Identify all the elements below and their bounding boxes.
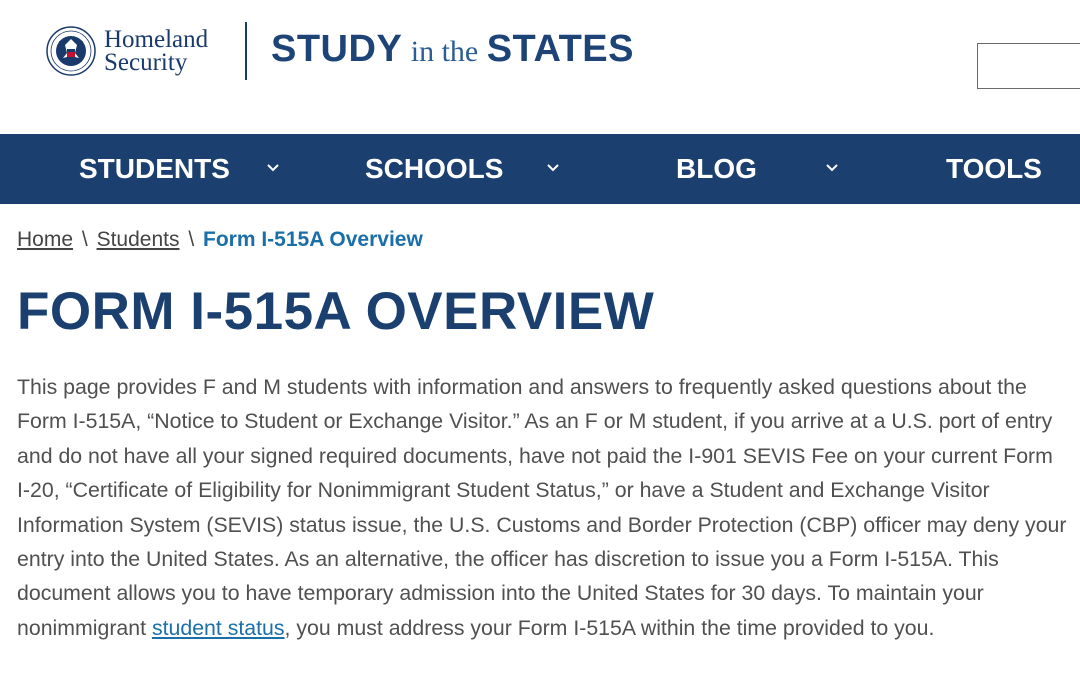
study-in-the-states-logo[interactable] [271,28,634,71]
main-nav [0,134,1080,204]
nav-item-blog[interactable] [676,134,757,204]
logo-states: STATES [486,28,634,70]
dhs-wordmark-line2: Security [104,49,188,76]
intro-text: This page provides F and M students with information and answers to frequently asked questions about the Form I-515A, “Notice to Student or Exchange Visitor.” As an F or M student, if you arrive at a U.S. port of entry and do not have all your signed required documents, have not paid the I-901 SEVIS Fee on your current Form I-20, “Certificate of Eligibility for Nonimmigrant Student Status,” or have a Student and Exchange Visitor Information System (SEVIS) status issue, the U.S. Customs and Border Protection (CBP) officer may deny your entry into the United States. As an alternative, the officer has discretion to issue you a Form I-515A. This document allows you to have temporary admission into the United States for 30 days. To maintain your nonimmigrant [17,375,1067,640]
nav-label-blog: BLOG [676,153,757,184]
breadcrumb [17,228,1063,252]
intro-paragraph [17,370,1067,645]
chevron-down-icon[interactable] [822,158,842,178]
logo-study: STUDY [271,28,403,70]
page-title: FORM I-515A OVERVIEW [17,282,655,341]
nav-label-schools: SCHOOLS [365,153,504,184]
dhs-seal-icon [46,26,96,76]
chevron-down-icon[interactable] [543,158,563,178]
breadcrumb-students[interactable]: Students [96,228,180,251]
logo-divider [245,22,247,80]
student-status-link[interactable]: student status [151,615,285,640]
intro-text-end: , you must address your Form I-515A within the time provided to you. [284,615,935,640]
dhs-logo[interactable] [46,26,208,76]
nav-item-tools[interactable] [946,134,1042,204]
breadcrumb-current: Form I-515A Overview [203,228,423,251]
breadcrumb-separator: \ [81,228,88,251]
main-content [0,228,1080,645]
nav-item-schools[interactable] [365,134,503,204]
breadcrumb-home[interactable]: Home [17,228,74,251]
dhs-wordmark-line1: Homeland [104,26,209,53]
nav-label-tools: TOOLS [946,153,1042,184]
search-input[interactable] [977,43,1080,89]
site-header [0,0,1080,134]
logo-in-the: in the [410,35,479,68]
dhs-wordmark [104,28,208,74]
nav-item-students[interactable] [79,134,230,204]
breadcrumb-separator: \ [188,228,195,251]
nav-label-students: STUDENTS [79,153,230,184]
chevron-down-icon[interactable] [263,158,283,178]
